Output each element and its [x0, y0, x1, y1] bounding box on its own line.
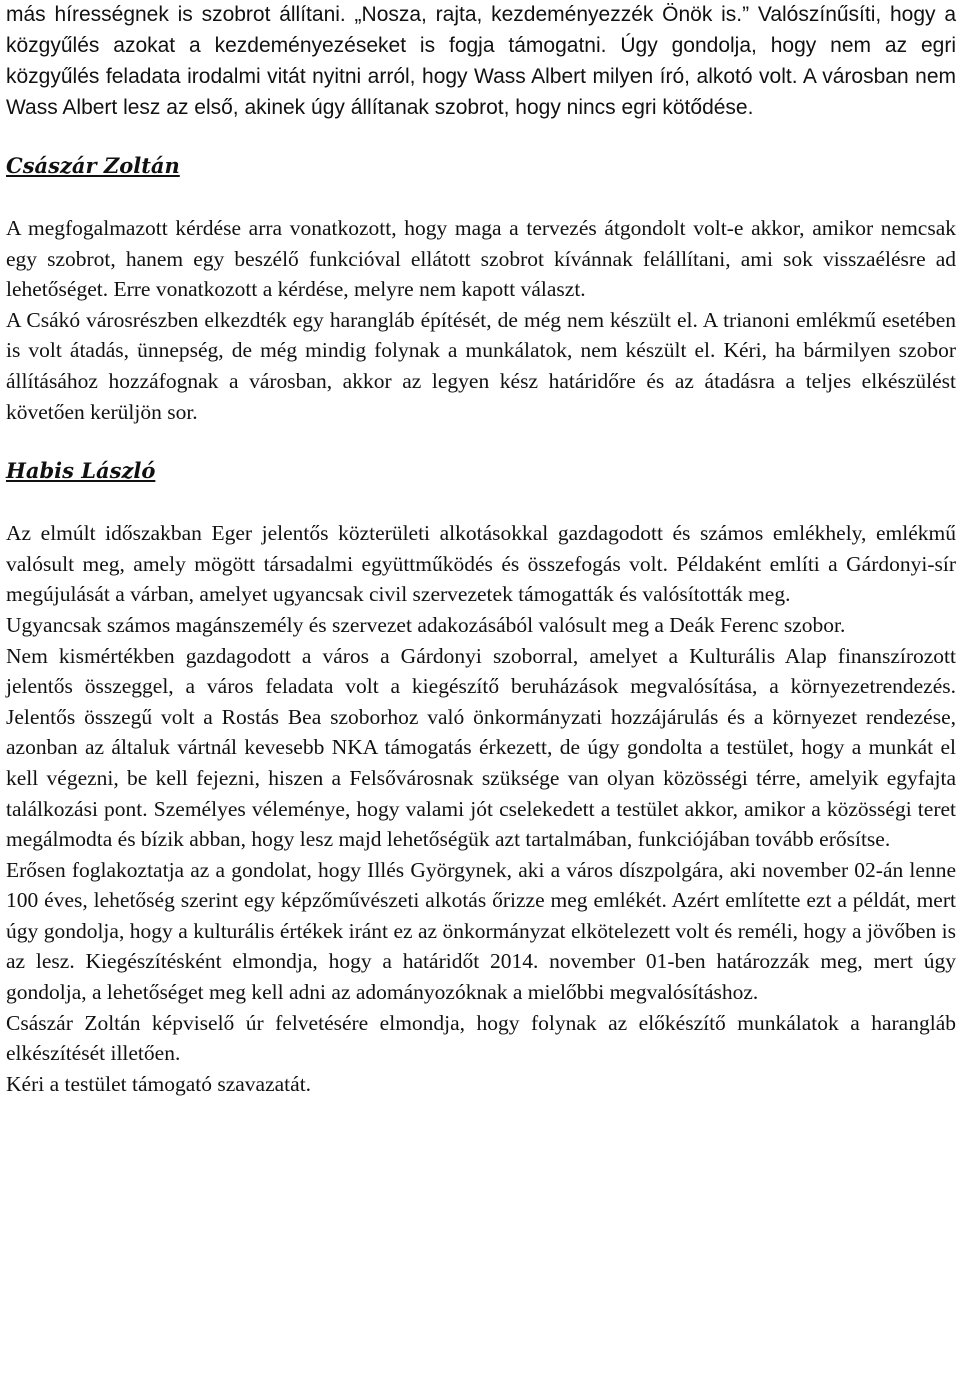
speech-paragraph: Nem kismértékben gazdagodott a város a Gárdonyi szoborral, amelyet a Kulturális Alap finanszírozott jelentős összeggel, a város feladata volt a kiegészítő beruházások megvalósítása, a környezetrendezés. Jelentős összegű volt a Rostás Bea szoborhoz való önkormányzati hozzájárulás és a környezet rendezése, azonban az általuk vártnál kevesebb NKA támogatás érkezett, de úgy gondolta a testület, hogy a munkát el kell végezni, be kell fejezni, hiszen a Felsővárosnak szüksége van olyan közösségi térre, amelyik egyfajta találkozási pont. Személyes véleménye, hogy valami jót cselekedett a testület akkor, amikor a közösségi teret megálmodta és bízik abban, hogy lesz majd lehetőségük azt tartalmában, funkciójában tovább erősítse. — [6, 643, 956, 852]
speech-paragraph: Kéri a testület támogató szavazatát. — [6, 1071, 312, 1096]
speech-paragraph: Erősen foglakoztatja az a gondolat, hogy Illés Györgynek, aki a város díszpolgára, aki november 02-án lenne 100 éves, lehetőség szerint egy képzőművészeti alkotás őrizze meg emlékét. Azért említette ezt a példát, mert úgy gondolja, hogy a kulturális értékek iránt ez az önkormányzat elkötelezett volt és reméli, hogy a jövőben is az lesz. Kiegészítésként elmondja, hogy a határidőt 2014. november 01-ben határozzák meg, mert úgy gondolja, a lehetőséget meg kell adni az adományozóknak a mielőbbi megvalósításhoz. — [6, 857, 956, 1005]
speech-paragraph: Császár Zoltán képviselő úr felvetésére elmondja, hogy folynak az előkészítő munkálatok a harangláb elkészítését illetően. — [6, 1010, 956, 1066]
document-page — [6, 0, 956, 1099]
speech-paragraph: Ugyancsak számos magánszemély és szervezet adakozásából valósult meg a Deák Ferenc szobor. — [6, 612, 846, 637]
intro-paragraph: más hírességnek is szobrot állítani. „Nosza, rajta, kezdeményezzék Önök is.” Valószínűsíti, hogy a közgyűlés azokat a kezdeményezéseket is fogja támogatni. Úgy gondolja, hogy nem az egri közgyűlés feladata irodalmi vitát nyitni arról, hogy Wass Albert milyen író, alkotó volt. A városban nem Wass Albert lesz az első, akinek úgy állítanak szobrot, hogy nincs egri kötődése. — [6, 3, 956, 119]
intro-section — [6, 0, 956, 123]
speech-paragraph: A Csákó városrészben elkezdték egy harangláb építését, de még nem készült el. A trianoni emlékmű esetében is volt átadás, ünnepség, de még mindig folynak a munkálatok, nem készült el. Kéri, ha bármilyen szobor állításához hozzáfognak a városban, akkor az legyen kész határidőre és az átadásra a teljes elkészülést követően kerüljön sor. — [6, 307, 956, 424]
speech-csaszar-zoltan — [6, 213, 956, 427]
speaker-heading-csaszar-zoltan: Császár Zoltán — [6, 153, 180, 178]
speech-habis-laszlo — [6, 518, 956, 1099]
speaker-heading-habis-laszlo: Habis László — [6, 458, 156, 484]
speech-paragraph: Az elmúlt időszakban Eger jelentős közterületi alkotásokkal gazdagodott és számos emlékhely, emlékmű valósult meg, amely mögött társadalmi együttműködés és összefogás volt. Példaként említi a Gárdonyi-sír megújulását a várban, amelyet ugyancsak civil szervezetek támogatták és valósították meg. — [6, 521, 956, 607]
speech-paragraph: A megfogalmazott kérdése arra vonatkozott, hogy maga a tervezés átgondolt volt-e akkor, amikor nemcsak egy szobrot, hanem egy beszélő funkcióval ellátott szobrot kívánnak felállítani, ami sok visszaélésre ad lehetőséget. Erre vonatkozott a kérdése, melyre nem kapott választ. — [6, 216, 956, 302]
